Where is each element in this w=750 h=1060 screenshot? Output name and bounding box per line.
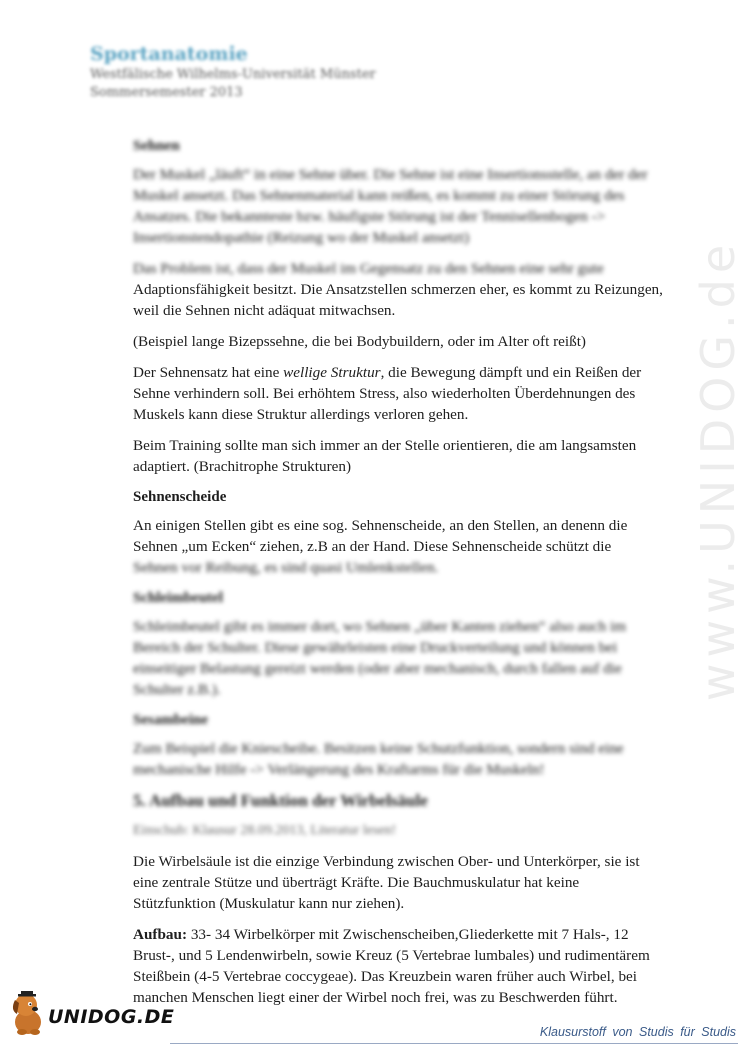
paragraph-sehnenscheide-blurred: Sehnen vor Reibung, es sind quasi Umlenkstellen.	[133, 559, 439, 576]
section-heading-sehnen: Sehnen	[133, 138, 180, 154]
structure-emphasis: wellige Struktur	[283, 364, 381, 381]
paragraph-sehnenscheide	[133, 515, 663, 578]
structure-text-a: Der Sehnensatz hat eine	[133, 364, 284, 381]
paragraph-sehnen-intro: Der Muskel „läuft“ in eine Sehne über. Die Sehne ist eine Insertionsstelle, an der der Muskel ansetzt. Das Sehnenmaterial kann reißen, es kommt zu einer Störung des Ansatzes. Die bekannteste bzw. häufigste Störung ist der Tennisellenbogen -> Insertionstendopathie (Reizung wo der Muskel ansetzt)	[133, 166, 648, 246]
section-heading-sehnenscheide: Sehnenscheide	[133, 489, 227, 505]
paragraph-sesambeine: Zum Beispiel die Kniescheibe. Besitzen keine Schutzfunktion, sondern sind eine mechanische Hilfe -> Verlängerung des Kraftarms für die Muskeln!	[133, 740, 624, 778]
structure-text-b: , die Bewegung dämpft und ein Reißen der Sehne verhindern soll. Bei erhöhtem Stress, also wiederholten Überdehnungen des Muskels kann diese Struktur allerdings verloren gehen.	[133, 364, 642, 423]
paragraph-schleimbeutel: Schleimbeutel gibt es immer dort, wo Sehnen „über Kanten ziehen“ also auch im Bereich der Schulter. Diese gewährleisten eine Druckverteilung und können bei einseitiger Belastung gereizt werden (oder aber mechanisch, durch fallen auf die Schulter z.B.).	[133, 618, 627, 698]
logo-text: UNIDOG.DE	[48, 1006, 175, 1028]
document-header	[90, 42, 650, 102]
dog-mascot-icon	[8, 990, 48, 1038]
section-heading-sesambeine: Sesambeine	[133, 712, 208, 728]
document-title: Sportanatomie	[90, 43, 248, 65]
paragraph-sehnenscheide-clear: An einigen Stellen gibt es eine sog. Sehnenscheide, an den Stellen, an denenn die Sehnen „um Ecken“ ziehen, z.B an der Hand. Diese Sehnenscheide schützt die	[133, 517, 628, 555]
paragraph-sehnen-structure	[133, 362, 663, 425]
chapter-heading-wirbelsaeule: 5. Aufbau und Funktion der Wirbelsäule	[133, 791, 428, 810]
chapter-note: Einschub: Klausur 28.09.2013, Literatur lesen!	[133, 823, 397, 838]
paragraph-sehnen-problem	[133, 258, 663, 321]
document-body	[133, 132, 663, 1018]
aufbau-label: Aufbau:	[133, 926, 188, 943]
university-name: Westfälische Wilhelms-Universität Münster	[90, 67, 376, 82]
paragraph-sehnen-problem-blurred: Das Problem ist, dass der Muskel im Gegensatz zu den Sehnen eine sehr gute	[133, 260, 604, 277]
paragraph-aufbau	[133, 924, 663, 1008]
unidog-logo	[8, 990, 175, 1040]
footer-divider	[170, 1043, 738, 1044]
paragraph-sehnen-training: Beim Training sollte man sich immer an der Stelle orientieren, die am langsamsten adaptiert. (Brachitrophe Strukturen)	[133, 437, 637, 475]
paragraph-sehnen-problem-clear: Adaptionsfähigkeit besitzt. Die Ansatzstellen schmerzen eher, es kommt zu Reizungen, weil die Sehnen nicht adäquat mitwachsen.	[133, 281, 663, 319]
footer-tagline: Klausurstoff von Studis für Studis	[539, 1025, 736, 1039]
aufbau-text: 33- 34 Wirbelkörper mit Zwischenscheiben,Gliederkette mit 7 Hals-, 12 Brust-, und 5 Lendenwirbeln, sowie Kreuz (5 Vertebrae lumbales) und rudimentärem Steißbein (4-5 Vertebrae coccygeae). Das Kreuzbein waren früher auch Wirbel, bei manchen Menschen liegt einer der Wirbel noch frei, was zu Beschwerden führt.	[133, 926, 650, 1006]
paragraph-wirbelsaeule: Die Wirbelsäule ist die einzige Verbindung zwischen Ober- und Unterkörper, sie ist eine zentrale Stütze und überträgt Kräfte. Die Bauchmuskulatur hat keine Stützfunktion (Muskulatur kann nur ziehen).	[133, 853, 640, 912]
paragraph-sehnen-example: (Beispiel lange Bizepssehne, die bei Bodybuildern, oder im Alter oft reißt)	[133, 333, 586, 350]
semester-label: Sommersemester 2013	[90, 85, 243, 100]
section-heading-schleimbeutel: Schleimbeutel	[133, 590, 223, 606]
watermark-text: www.UNIDOG.de	[691, 238, 745, 702]
